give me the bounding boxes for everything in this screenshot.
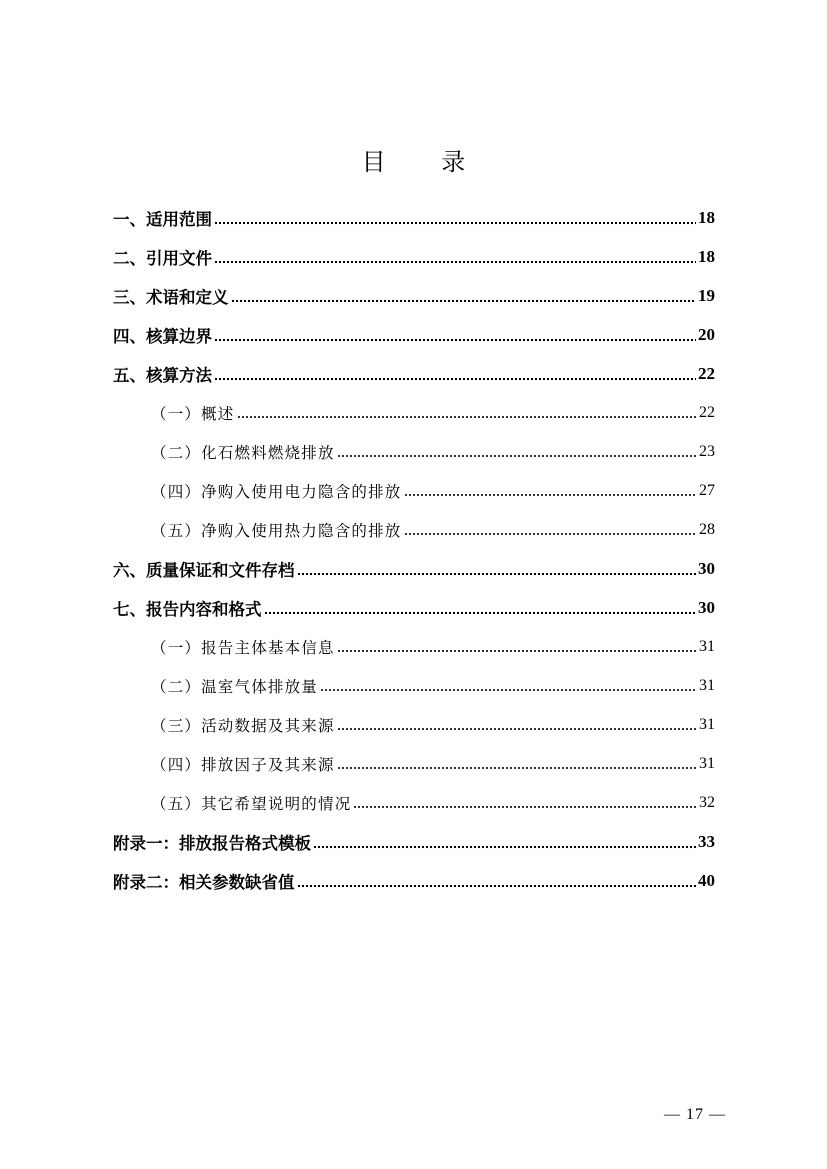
toc-subentry-page: 31 [699,754,715,772]
toc-leader-dots [404,524,697,540]
toc-subentry-page: 32 [699,793,715,811]
toc-entry[interactable] [113,315,715,354]
toc-entry-page: 18 [698,207,715,227]
toc-subentry[interactable] [113,627,715,666]
toc-entry-page: 33 [698,831,715,851]
toc-entry[interactable] [113,588,715,627]
toc-subentry-page: 31 [699,637,715,655]
toc-leader-dots [404,485,697,501]
toc-subentry[interactable] [113,432,715,471]
toc-leader-dots [353,797,697,813]
toc-leader-dots [297,874,697,891]
toc-subentry-page: 22 [699,403,715,421]
toc-entry[interactable] [113,354,715,393]
toc-entry[interactable] [113,198,715,237]
toc-leader-dots [231,289,697,306]
page-title: 目 录 [361,148,490,176]
toc-entry-page: 40 [698,870,715,890]
toc-subentry-label: （五）其它希望说明的情况 [151,794,352,813]
table-of-contents [113,198,715,900]
toc-entry[interactable] [113,549,715,588]
toc-entry-label: 二、引用文件 [113,248,212,268]
toc-subentry[interactable] [113,705,715,744]
toc-subentry-page: 31 [699,715,715,733]
toc-subentry-page: 28 [699,520,715,538]
toc-leader-dots [320,680,697,696]
toc-entry-page: 20 [698,324,715,344]
toc-entry-label: 附录一：排放报告格式模板 [113,833,311,853]
toc-subentry-label: （二）温室气体排放量 [151,677,319,696]
toc-entry[interactable] [113,276,715,315]
toc-entry-label: 七、报告内容和格式 [113,599,262,619]
toc-leader-dots [214,250,696,267]
toc-entry-page: 30 [698,597,715,617]
toc-entry-page: 30 [698,558,715,578]
toc-subentry-label: （四）排放因子及其来源 [151,755,335,774]
toc-leader-dots [297,562,697,579]
toc-entry-label: 六、质量保证和文件存档 [113,560,295,580]
toc-leader-dots [214,328,696,345]
toc-subentry[interactable] [113,510,715,549]
toc-subentry-page: 23 [699,442,715,460]
toc-entry[interactable] [113,237,715,276]
toc-subentry-label: （三）活动数据及其来源 [151,716,335,735]
toc-subentry-page: 27 [699,481,715,499]
toc-leader-dots [264,601,697,618]
toc-subentry[interactable] [113,783,715,822]
toc-entry-label: 一、适用范围 [113,209,212,229]
toc-subentry-label: （二）化石燃料燃烧排放 [151,443,335,462]
toc-leader-dots [237,407,697,423]
toc-leader-dots [337,719,697,735]
toc-entry-label: 三、术语和定义 [113,287,229,307]
toc-leader-dots [337,758,697,774]
toc-subentry-page: 31 [699,676,715,694]
toc-leader-dots [337,641,697,657]
toc-subentry-label: （五）净购入使用热力隐含的排放 [151,521,402,540]
toc-entry-label: 五、核算方法 [113,365,212,385]
toc-entry-label: 四、核算边界 [113,326,212,346]
page-number: — 17 — [664,1106,726,1123]
toc-entry-page: 22 [698,363,715,383]
toc-subentry-label: （四）净购入使用电力隐含的排放 [151,482,402,501]
toc-leader-dots [214,367,696,384]
toc-leader-dots [214,211,696,228]
toc-subentry[interactable] [113,666,715,705]
toc-entry-label: 附录二：相关参数缺省值 [113,872,295,892]
toc-entry-page: 19 [698,285,715,305]
toc-subentry-label: （一）概述 [151,404,235,423]
toc-subentry[interactable] [113,471,715,510]
toc-entry[interactable] [113,822,715,861]
toc-subentry[interactable] [113,393,715,432]
toc-leader-dots [313,835,696,852]
toc-entry-page: 18 [698,246,715,266]
toc-subentry-label: （一）报告主体基本信息 [151,638,335,657]
toc-entry[interactable] [113,861,715,900]
toc-leader-dots [337,446,697,462]
toc-subentry[interactable] [113,744,715,783]
